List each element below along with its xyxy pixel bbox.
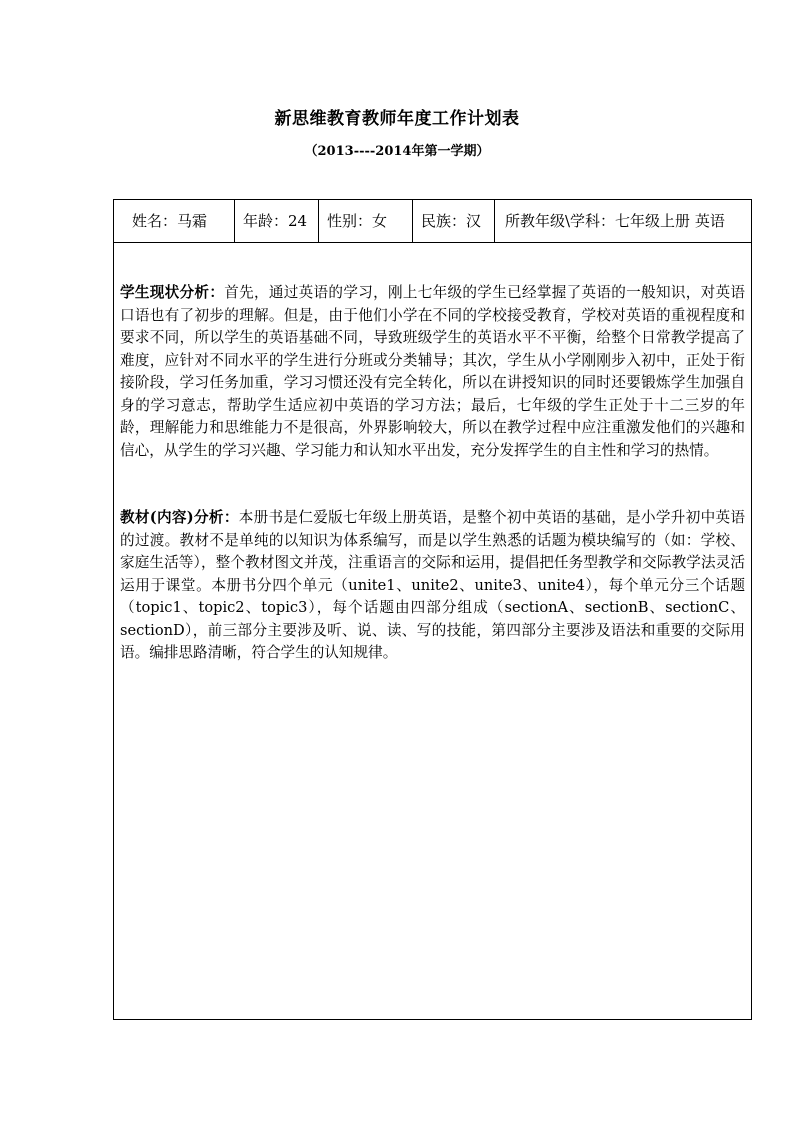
document-title: 新思维教育教师年度工作计划表 <box>274 109 520 129</box>
teacher-ethnicity-cell: 民族：汉 <box>413 200 495 242</box>
plan-content <box>114 242 751 665</box>
document-subtitle: （2013----2014年第一学期） <box>304 144 490 159</box>
plan-table <box>113 199 752 1020</box>
grade-subject-cell: 所教年级\学科：七年级上册 英语 <box>505 212 725 230</box>
teacher-name-cell: 姓名：马霜 <box>114 200 235 242</box>
teacher-age-cell: 年龄：24 <box>235 200 319 242</box>
teacher-info-row <box>114 200 751 243</box>
student-analysis-heading: 学生现状分析： <box>120 284 225 301</box>
student-analysis-text: 首先，通过英语的学习，刚上七年级的学生已经掌握了英语的一般知识，对英语口语也有了初步的理解。但是，由于他们小学在不同的学校接受教育，学校对英语的重视程度和要求不同，所以学生的英语基础不同，导致班级学生的英语水平不平衡，给整个日常教学提高了难度，应针对不同水平的学生进行分班或分类辅导；其次，学生从小学刚刚步入初中，正处于衔接阶段，学习任务加重，学习习惯还没有完全转化，所以在讲授知识的同时还要锻炼学生加强自身的学习意志，帮助学生适应初中英语的学习方法；最后，七年级的学生正处于十二三岁的年龄，理解能力和思维能力不是很高，外界影响较大，所以在教学过程中应注重激发他们的兴趣和信心，从学生的学习兴趣、学习能力和认知水平出发，充分发挥学生的自主性和学习的热情。 <box>120 284 745 459</box>
student-analysis-paragraph <box>120 282 745 462</box>
textbook-analysis-text: 本册书是仁爱版七年级上册英语，是整个初中英语的基础，是小学升初中英语的过渡。教材不是单纯的以知识为体系编写，而是以学生熟悉的话题为模块编写的（如：学校、家庭生活等），整个教材图文并茂，注重语言的交际和运用，提倡把任务型教学和交际教学法灵活运用于课堂。本册书分四个单元（unite1、unite2、unite3、unite4），每个单元分三个话题（topic1、topic2、topic3），每个话题由四部分组成（sectionA、sectionB、sectionC、sectionD），前三部分主要涉及听、说、读、写的技能，第四部分主要涉及语法和重要的交际用语。编排思路清晰，符合学生的认知规律。 <box>120 509 745 661</box>
teacher-gender-cell: 性别：女 <box>319 200 413 242</box>
textbook-analysis-heading: 教材(内容)分析： <box>120 509 239 526</box>
textbook-analysis-paragraph <box>120 507 745 665</box>
paragraph-spacer <box>120 462 745 507</box>
